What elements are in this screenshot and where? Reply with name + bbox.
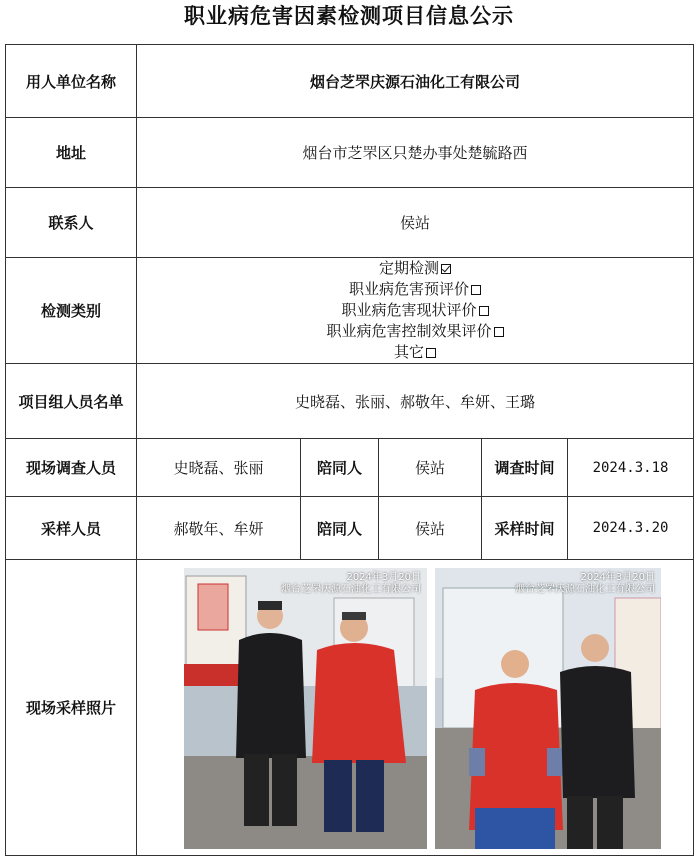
category-option-pre-eval <box>137 279 693 300</box>
site-photo-1 <box>184 568 427 849</box>
team-value: 史晓磊、张丽、郝敬年、牟妍、王璐 <box>137 364 694 439</box>
category-option-control-eval <box>137 321 693 342</box>
checkbox-icon[interactable] <box>479 306 489 316</box>
survey-value: 史晓磊、张丽 <box>137 439 301 497</box>
row-company <box>6 45 694 118</box>
row-survey <box>6 439 694 497</box>
option-label: 职业病危害预评价 <box>348 280 469 298</box>
row-sampling <box>6 497 694 560</box>
sampling-time-label: 采样时间 <box>482 497 568 560</box>
option-label: 其它 <box>393 343 424 361</box>
page-title: 职业病危害因素检测项目信息公示 <box>184 3 514 28</box>
company-label: 用人单位名称 <box>6 45 137 118</box>
category-label: 检测类别 <box>6 258 137 364</box>
checkbox-icon[interactable] <box>426 348 436 358</box>
sampling-label: 采样人员 <box>6 497 137 560</box>
watermark-date: 2024年3月20日 <box>580 572 655 583</box>
watermark-company: 烟台芝罘庆源石油化工有限公司 <box>515 584 655 595</box>
address-value: 烟台市芝罘区只楚办事处楚毓路西 <box>137 118 694 188</box>
survey-time-value: 2024.3.18 <box>568 439 694 497</box>
site-photo-1-image <box>184 568 427 849</box>
row-team <box>6 364 694 439</box>
row-category <box>6 258 694 364</box>
checkbox-icon[interactable] <box>494 327 504 337</box>
watermark-date: 2024年3月20日 <box>346 572 421 583</box>
survey-time-label: 调查时间 <box>482 439 568 497</box>
option-label: 定期检测 <box>378 259 439 277</box>
option-label: 职业病危害控制效果评价 <box>326 322 492 340</box>
row-address <box>6 118 694 188</box>
category-options <box>137 258 694 364</box>
survey-label: 现场调查人员 <box>6 439 137 497</box>
address-label: 地址 <box>6 118 137 188</box>
row-contact <box>6 188 694 258</box>
sampling-accomp-label: 陪同人 <box>301 497 379 560</box>
option-label: 职业病危害现状评价 <box>341 301 477 319</box>
photos-label: 现场采样照片 <box>6 560 137 856</box>
info-table <box>5 44 694 856</box>
sampling-time-value: 2024.3.20 <box>568 497 694 560</box>
contact-label: 联系人 <box>6 188 137 258</box>
category-option-status-eval <box>137 300 693 321</box>
site-photo-2 <box>435 568 661 849</box>
photo-watermark <box>281 572 421 596</box>
team-label: 项目组人员名单 <box>6 364 137 439</box>
site-photo-2-image <box>435 568 661 849</box>
sampling-accomp-value: 侯站 <box>379 497 482 560</box>
photos-cell <box>137 560 694 856</box>
company-value: 烟台芝罘庆源石油化工有限公司 <box>137 45 694 118</box>
sampling-value: 郝敬年、牟妍 <box>137 497 301 560</box>
category-option-other <box>137 342 693 363</box>
watermark-company: 烟台芝罘庆源石油化工有限公司 <box>281 584 421 595</box>
survey-accomp-label: 陪同人 <box>301 439 379 497</box>
checkbox-icon[interactable] <box>441 264 451 274</box>
checkbox-icon[interactable] <box>471 285 481 295</box>
row-photos <box>6 560 694 856</box>
category-option-periodic <box>137 258 693 279</box>
survey-accomp-value: 侯站 <box>379 439 482 497</box>
photo-watermark <box>515 572 655 596</box>
contact-value: 侯站 <box>137 188 694 258</box>
